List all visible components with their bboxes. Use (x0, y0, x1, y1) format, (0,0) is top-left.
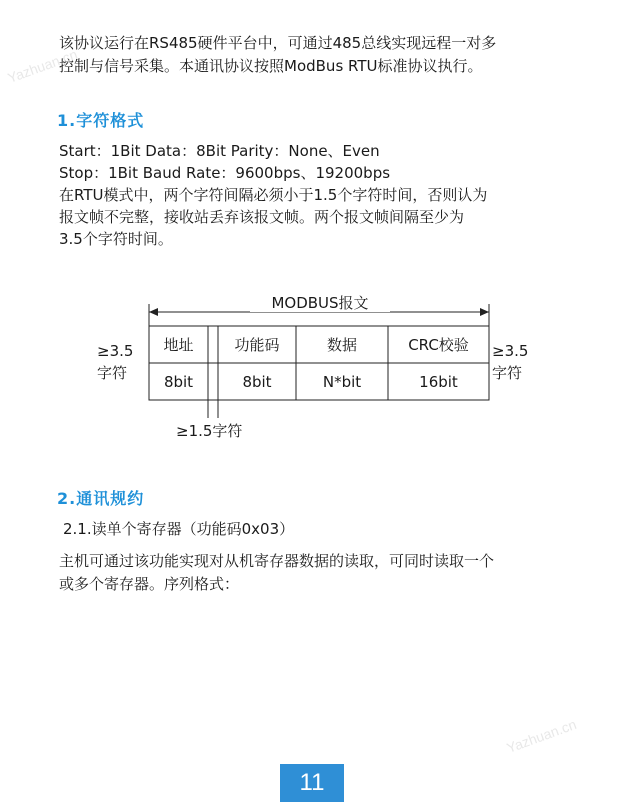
section-2-body (59, 550, 569, 596)
field-size: 8bit (242, 372, 272, 391)
watermark: Yazhuan.cn (5, 46, 80, 86)
subsection-title: 2.1.读单个寄存器（功能码0x03） (63, 520, 295, 538)
frame-label: MODBUS报文 (250, 292, 390, 312)
field-name: 数据 (326, 336, 357, 354)
char-format-line: 报文帧不完整，接收站丢弃该报文帧。两个报文帧间隔至少为 (59, 208, 465, 226)
watermark: Yazhuan.cn (504, 716, 579, 756)
section-2-title: 2.通讯规约 (57, 489, 145, 508)
body-line: 主机可通过该功能实现对从机寄存器数据的读取，可同时读取一个 (59, 552, 495, 570)
char-format-line: Start：1Bit Data：8Bit Parity：None、Even (59, 142, 380, 160)
intro-line-2: 控制与信号采集。本通讯协议按照ModBus RTU标准协议执行。 (59, 57, 483, 75)
intro-line-1: 该协议运行在RS485硬件平台中，可通过485总线实现远程一对多 (59, 34, 497, 52)
section-1-body (59, 140, 569, 250)
body-line: 或多个寄存器。序列格式： (59, 575, 240, 593)
right-gap-label: ≥3.5 字符 (492, 342, 529, 382)
field-size: N*bit (322, 372, 362, 391)
inner-gap-label: ≥1.5字符 (176, 422, 243, 440)
section-1-title: 1.字符格式 (57, 111, 145, 130)
field-size: 8bit (163, 372, 194, 391)
char-format-line: 在RTU模式中，两个字符间隔必须小于1.5个字符时间，否则认为 (59, 186, 488, 204)
page-number: 11 (280, 764, 344, 802)
char-format-line: 3.5个字符时间。 (59, 230, 173, 248)
field-name: 功能码 (234, 336, 280, 354)
left-gap-label: ≥3.5 字符 (97, 342, 134, 382)
intro-paragraph (59, 32, 569, 78)
char-format-line: Stop：1Bit Baud Rate：9600bps、19200bps (59, 164, 391, 182)
field-size: 16bit (419, 372, 458, 391)
field-name: CRC校验 (408, 336, 469, 354)
field-name: 地址 (163, 336, 194, 354)
